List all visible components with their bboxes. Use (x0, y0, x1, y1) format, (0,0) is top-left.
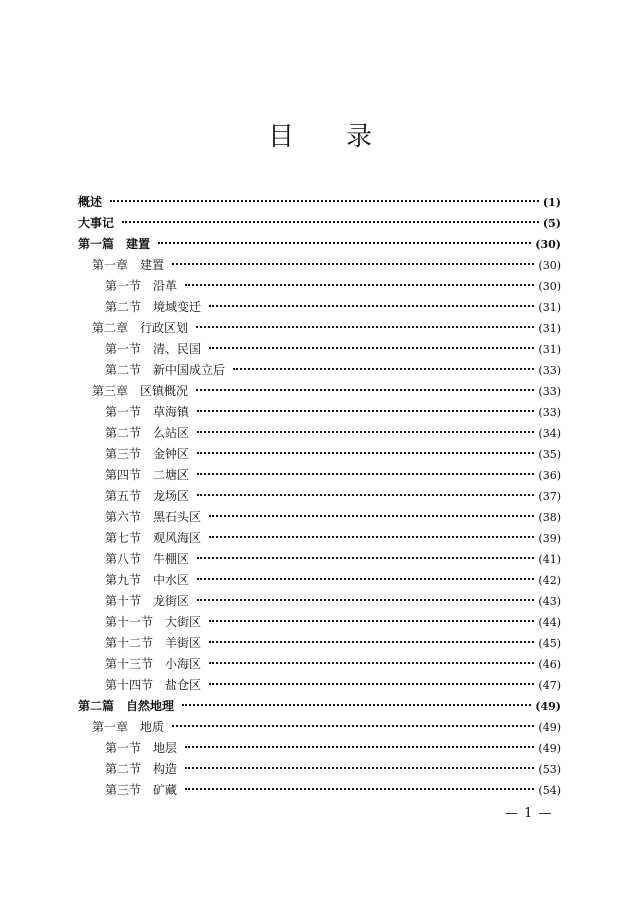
toc-entry-label (78, 696, 174, 717)
toc-entry-number: 第十三节 (105, 657, 154, 671)
toc-entry[interactable] (78, 528, 561, 549)
toc-entry[interactable] (78, 591, 561, 612)
toc-entry-number: 第六节 (105, 510, 142, 524)
toc-entry-label (105, 549, 189, 570)
toc-entry-label (92, 717, 164, 738)
toc-entry-label (105, 402, 189, 423)
dot-leader (185, 788, 534, 790)
toc-entry-title: 构造 (153, 762, 178, 776)
toc-entry-page: (41) (538, 553, 561, 566)
toc-entry-title: 地质 (140, 720, 165, 734)
toc-entry-title: 建置 (126, 237, 151, 251)
dot-leader (209, 620, 534, 622)
toc-entry-number: 第三章 (92, 384, 129, 398)
toc-entry[interactable] (78, 717, 561, 738)
dot-leader (197, 473, 534, 475)
toc-entry-title: 二塘区 (153, 468, 190, 482)
toc-entry[interactable] (78, 570, 561, 591)
toc-entry-number: 第九节 (105, 573, 142, 587)
toc-entry-page: (47) (538, 679, 561, 692)
toc-entry-title: 中水区 (153, 573, 190, 587)
toc-entry[interactable] (78, 675, 561, 696)
toc-entry-page: (45) (538, 637, 561, 650)
toc-entry-title: 小海区 (165, 657, 202, 671)
toc-entry-title: 沿革 (153, 279, 178, 293)
toc-entry-label (78, 192, 102, 213)
toc-entry-number: 第五节 (105, 489, 142, 503)
toc-entry-page: (35) (538, 448, 561, 461)
toc-entry-number: 第一节 (105, 279, 142, 293)
toc-entry-number: 第一篇 (78, 237, 115, 251)
toc-entry-page: (33) (538, 364, 561, 377)
dot-leader (209, 305, 534, 307)
page-number: — 1 — (505, 806, 553, 821)
toc-entry-title: 境域变迁 (153, 300, 202, 314)
toc-entry[interactable] (78, 465, 561, 486)
toc-entry-label (105, 633, 201, 654)
toc-entry-page: (43) (538, 595, 561, 608)
page-title (0, 116, 640, 153)
toc-entry-page: (49) (538, 742, 561, 755)
dot-leader (197, 599, 534, 601)
title-char-1: 目 (267, 122, 294, 152)
table-of-contents (78, 192, 561, 801)
toc-entry-number: 第一章 (92, 720, 129, 734)
toc-entry-page: (39) (538, 532, 561, 545)
toc-entry-label (105, 612, 201, 633)
dot-leader (209, 641, 534, 643)
toc-entry[interactable] (78, 654, 561, 675)
title-char-2: 录 (346, 122, 373, 152)
toc-entry-title: 观风海区 (153, 531, 202, 545)
dot-leader (209, 536, 534, 538)
toc-entry-page: (44) (538, 616, 561, 629)
toc-entry[interactable] (78, 780, 561, 801)
dot-leader (172, 725, 534, 727)
toc-entry-number: 第二篇 (78, 699, 115, 713)
toc-entry-title: 地层 (153, 741, 178, 755)
toc-entry-number: 第二节 (105, 762, 142, 776)
toc-entry[interactable] (78, 507, 561, 528)
toc-entry-number: 第四节 (105, 468, 142, 482)
toc-entry[interactable] (78, 192, 561, 213)
toc-entry-label (105, 423, 189, 444)
dot-leader (196, 326, 534, 328)
toc-entry-label (105, 759, 177, 780)
toc-entry[interactable] (78, 738, 561, 759)
toc-entry-page: (1) (542, 196, 561, 209)
dot-leader (197, 452, 534, 454)
toc-entry-label (78, 234, 150, 255)
toc-entry-page: (42) (538, 574, 561, 587)
toc-entry-title: 羊街区 (165, 636, 202, 650)
toc-entry-page: (31) (538, 343, 561, 356)
toc-entry-title: 黑石头区 (153, 510, 202, 524)
toc-entry[interactable] (78, 423, 561, 444)
toc-entry[interactable] (78, 339, 561, 360)
dot-leader (185, 746, 534, 748)
toc-entry-page: (46) (538, 658, 561, 671)
toc-entry-page: (36) (538, 469, 561, 482)
toc-entry-label (105, 591, 189, 612)
toc-entry[interactable] (78, 549, 561, 570)
toc-entry-page: (33) (538, 385, 561, 398)
toc-entry-label (105, 444, 189, 465)
toc-entry-number: 第十二节 (105, 636, 154, 650)
toc-entry-number: 第七节 (105, 531, 142, 545)
toc-entry-label (105, 297, 201, 318)
toc-entry-page: (37) (538, 490, 561, 503)
toc-entry-number: 第二节 (105, 426, 142, 440)
toc-entry-label (105, 486, 189, 507)
toc-entry-number: 第三节 (105, 783, 142, 797)
dot-leader (197, 431, 534, 433)
dot-leader (172, 263, 534, 265)
toc-entry[interactable] (78, 381, 561, 402)
dot-leader (182, 704, 531, 706)
toc-entry-title: 矿藏 (153, 783, 178, 797)
toc-entry[interactable] (78, 360, 561, 381)
toc-entry-number: 第一节 (105, 342, 142, 356)
toc-entry[interactable] (78, 696, 561, 717)
toc-entry-page: (31) (538, 322, 561, 335)
toc-entry-page: (30) (535, 238, 561, 251)
toc-entry[interactable] (78, 633, 561, 654)
toc-entry-number: 第二章 (92, 321, 129, 335)
toc-entry-number: 第一章 (92, 258, 129, 272)
toc-entry-label (105, 507, 201, 528)
toc-entry-title: 区镇概况 (140, 384, 189, 398)
toc-entry-label (105, 465, 189, 486)
toc-entry-title: 概述 (78, 195, 103, 209)
toc-entry-label (105, 738, 177, 759)
toc-entry-page: (30) (538, 259, 561, 272)
toc-entry-page: (53) (538, 763, 561, 776)
toc-entry-page: (49) (538, 721, 561, 734)
toc-entry-page: (34) (538, 427, 561, 440)
toc-entry[interactable] (78, 486, 561, 507)
toc-entry-page: (30) (538, 280, 561, 293)
toc-entry-title: 行政区划 (140, 321, 189, 335)
dot-leader (122, 221, 539, 223)
toc-entry-label (78, 213, 114, 234)
toc-entry[interactable] (78, 444, 561, 465)
toc-entry-label (105, 528, 201, 549)
toc-entry-title: 自然地理 (126, 699, 175, 713)
toc-entry-label (105, 276, 177, 297)
toc-entry-title: 新中国成立后 (153, 363, 226, 377)
toc-entry-title: 么站区 (153, 426, 190, 440)
toc-entry-label (105, 780, 177, 801)
dot-leader (233, 368, 534, 370)
toc-entry-label (92, 318, 188, 339)
toc-entry-page: (38) (538, 511, 561, 524)
toc-entry-title: 金钟区 (153, 447, 190, 461)
toc-entry-title: 龙场区 (153, 489, 190, 503)
toc-entry-page: (33) (538, 406, 561, 419)
toc-entry-page: (5) (542, 217, 561, 230)
toc-entry-page: (54) (538, 784, 561, 797)
dot-leader (158, 242, 531, 244)
toc-entry[interactable] (78, 255, 561, 276)
toc-entry-number: 第一节 (105, 405, 142, 419)
toc-entry[interactable] (78, 402, 561, 423)
toc-entry[interactable] (78, 318, 561, 339)
toc-entry[interactable] (78, 276, 561, 297)
toc-entry-title: 大事记 (78, 216, 115, 230)
toc-entry-label (92, 381, 188, 402)
dot-leader (110, 200, 539, 202)
toc-entry-label (105, 675, 201, 696)
dot-leader (185, 284, 534, 286)
toc-entry-number: 第二节 (105, 363, 142, 377)
dot-leader (197, 578, 534, 580)
toc-entry[interactable] (78, 759, 561, 780)
dot-leader (197, 557, 534, 559)
toc-entry-title: 建置 (140, 258, 165, 272)
toc-entry[interactable] (78, 234, 561, 255)
toc-entry-number: 第一节 (105, 741, 142, 755)
toc-entry-page: (31) (538, 301, 561, 314)
toc-entry-label (105, 360, 225, 381)
toc-entry-number: 第八节 (105, 552, 142, 566)
toc-entry-page: (49) (535, 700, 561, 713)
dot-leader (197, 494, 534, 496)
toc-entry-title: 草海镇 (153, 405, 190, 419)
toc-entry-number: 第十一节 (105, 615, 154, 629)
dot-leader (196, 389, 534, 391)
toc-entry-title: 龙街区 (153, 594, 190, 608)
toc-entry-title: 大街区 (165, 615, 202, 629)
toc-entry-title: 牛棚区 (153, 552, 190, 566)
toc-entry-number: 第十节 (105, 594, 142, 608)
toc-entry-number: 第三节 (105, 447, 142, 461)
dot-leader (197, 410, 534, 412)
toc-entry-label (105, 339, 201, 360)
dot-leader (209, 683, 534, 685)
toc-entry[interactable] (78, 213, 561, 234)
toc-entry[interactable] (78, 297, 561, 318)
toc-entry-label (92, 255, 164, 276)
dot-leader (185, 767, 534, 769)
toc-entry-title: 清、民国 (153, 342, 202, 356)
dot-leader (209, 347, 534, 349)
toc-entry-title: 盐仓区 (165, 678, 202, 692)
toc-entry-label (105, 654, 201, 675)
toc-entry-number: 第二节 (105, 300, 142, 314)
dot-leader (209, 662, 534, 664)
dot-leader (209, 515, 534, 517)
toc-entry-label (105, 570, 189, 591)
toc-entry[interactable] (78, 612, 561, 633)
toc-entry-number: 第十四节 (105, 678, 154, 692)
